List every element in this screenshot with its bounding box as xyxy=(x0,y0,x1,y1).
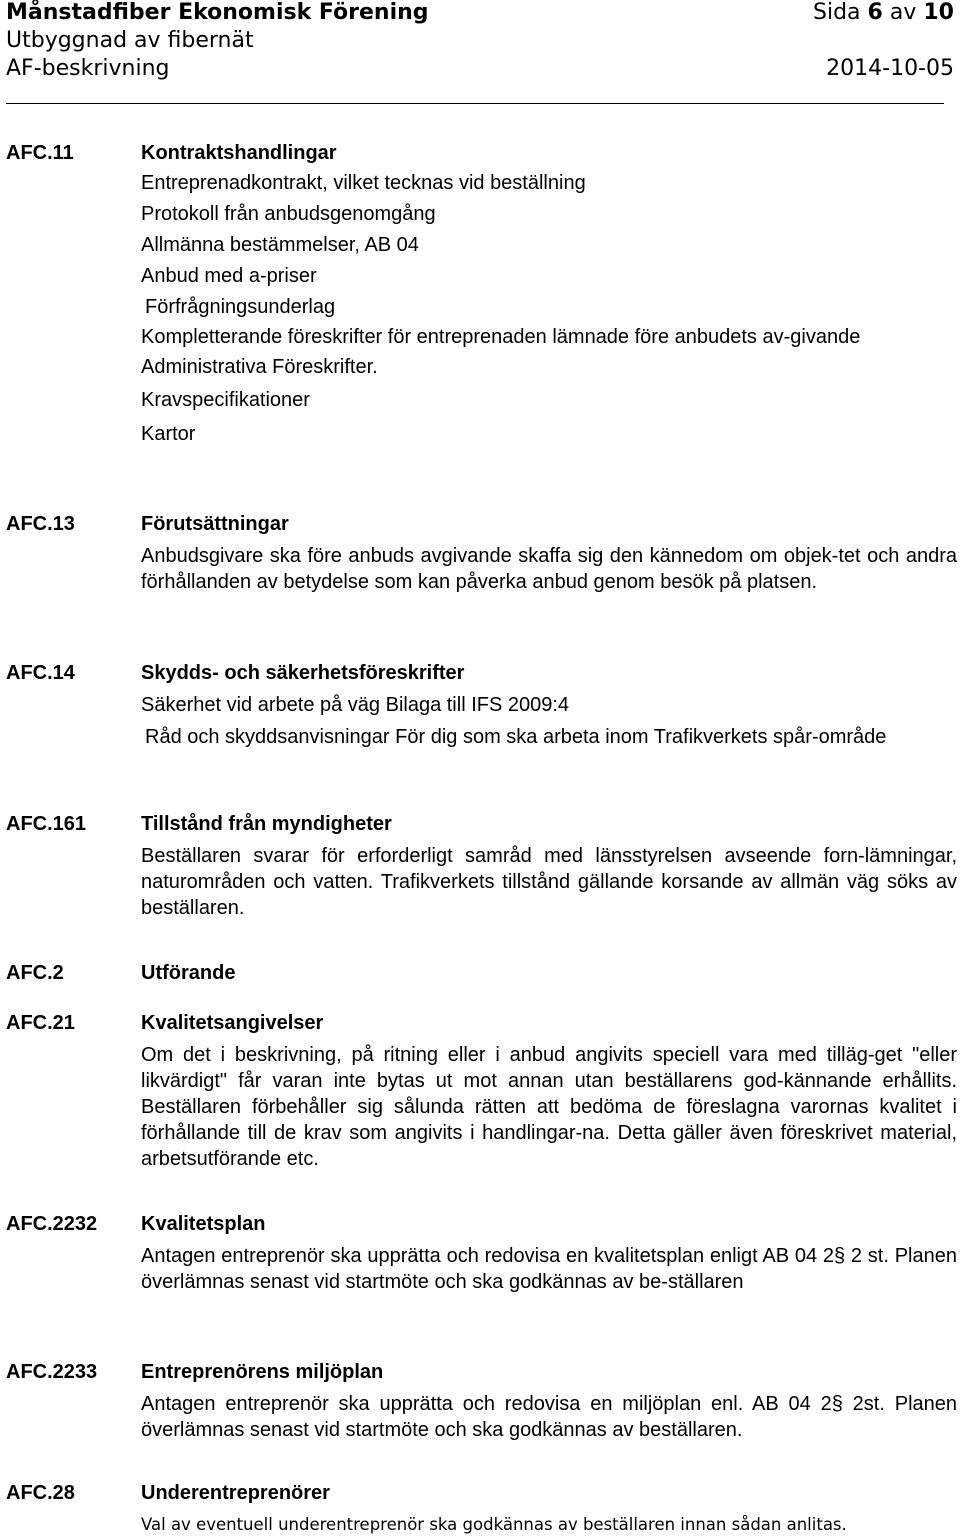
section-title: Utförande xyxy=(141,962,236,984)
section-afc13 xyxy=(141,511,957,595)
section-text: Anbudsgivare ska före anbuds avgivande skaffa sig den kännedom om objek-tet och andra förhållanden av betydelse som kan påverka anbud genom besök på platsen. xyxy=(141,545,957,593)
doc-type-row xyxy=(6,56,954,82)
section-code: AFC.161 xyxy=(6,813,87,835)
section-code: AFC.2 xyxy=(6,962,64,984)
section-title: Skydds- och säkerhetsföreskrifter xyxy=(141,662,465,684)
section-code: AFC.13 xyxy=(6,513,75,535)
section-line: Råd och skyddsanvisningar För dig som ska arbeta inom Trafikverkets spår-område xyxy=(145,726,887,748)
section-code: AFC.21 xyxy=(6,1012,75,1034)
section-title: Tillstånd från myndigheter xyxy=(141,813,392,835)
section-title: Förutsättningar xyxy=(141,513,289,535)
section-title: Kontraktshandlingar xyxy=(141,142,337,164)
document-type: AF-beskrivning xyxy=(6,56,170,81)
list-item: Entreprenadkontrakt, vilket tecknas vid beställning xyxy=(141,172,586,194)
section-text: Om det i beskrivning, på ritning eller i anbud angivits speciell vara med tilläg-get "eller likvärdigt" får varan inte bytas ut mot annan utan beställarens god-kännande erhållits. Beställaren förbehåller sig sålunda rätten att bedöma de föreslagna varornas kvalitet i förhållande till de krav som angivits i handlingar-na. Detta gäller även föreskrivet material, arbetsutförande etc. xyxy=(141,1044,957,1170)
project-title: Utbyggnad av fibernät xyxy=(6,28,254,53)
document-date: 2014-10-05 xyxy=(826,56,954,81)
section-title: Entreprenörens miljöplan xyxy=(141,1361,384,1383)
list-item: Kartor xyxy=(141,423,196,445)
section-afc28 xyxy=(141,1480,957,1538)
section-line: Säkerhet vid arbete på väg Bilaga till IFS 2009:4 xyxy=(141,694,570,716)
section-text: Val av eventuell underentreprenör ska godkännas av beställaren innan sådan anlitas. xyxy=(141,1515,847,1534)
section-text: Antagen entreprenör ska upprätta och redovisa en kvalitetsplan enligt AB 04 2§ 2 st. Planen överlämnas senast vid startmöte och ska godkännas av be-ställaren xyxy=(141,1245,957,1293)
list-item: Allmänna bestämmelser, AB 04 xyxy=(141,234,419,256)
page-number: Sida 6 av 10 xyxy=(813,0,954,25)
section-afc2233 xyxy=(141,1359,957,1443)
list-item: Kompletterande föreskrifter för entreprenaden lämnade före anbudets av-givande xyxy=(141,326,861,348)
list-item: Anbud med a-priser xyxy=(141,265,317,287)
list-item: Administrativa Föreskrifter. xyxy=(141,356,378,378)
section-code: AFC.2233 xyxy=(6,1361,98,1383)
section-code: AFC.2232 xyxy=(6,1213,98,1235)
section-text: Antagen entreprenör ska upprätta och redovisa en miljöplan enl. AB 04 2§ 2st. Planen överlämnas senast vid startmöte och ska godkännas av beställaren. xyxy=(141,1393,957,1441)
page-header-org-row xyxy=(6,0,954,26)
list-item: Förfrågningsunderlag xyxy=(145,296,336,318)
section-title: Kvalitetsplan xyxy=(141,1213,266,1235)
header-divider xyxy=(6,103,944,104)
section-code: AFC.28 xyxy=(6,1482,75,1504)
section-code: AFC.14 xyxy=(6,662,75,684)
section-afc2 xyxy=(141,960,957,986)
section-afc161 xyxy=(141,811,957,921)
section-afc14 xyxy=(141,660,957,750)
organization-name: Månstadfiber Ekonomisk Förening xyxy=(6,0,429,25)
section-code: AFC.11 xyxy=(6,142,74,164)
section-afc2232 xyxy=(141,1211,957,1295)
section-afc21 xyxy=(141,1010,957,1172)
section-title: Underentreprenörer xyxy=(141,1482,330,1504)
section-title: Kvalitetsangivelser xyxy=(141,1012,324,1034)
list-item: Protokoll från anbudsgenomgång xyxy=(141,203,436,225)
list-item: Kravspecifikationer xyxy=(141,389,310,411)
section-text: Beställaren svarar för erforderligt samråd med länsstyrelsen avseende forn-lämningar, naturområden och vatten. Trafikverkets tillstånd gällande korsande av allmän väg söks av beställaren. xyxy=(141,845,957,919)
section-afc11 xyxy=(141,140,951,447)
